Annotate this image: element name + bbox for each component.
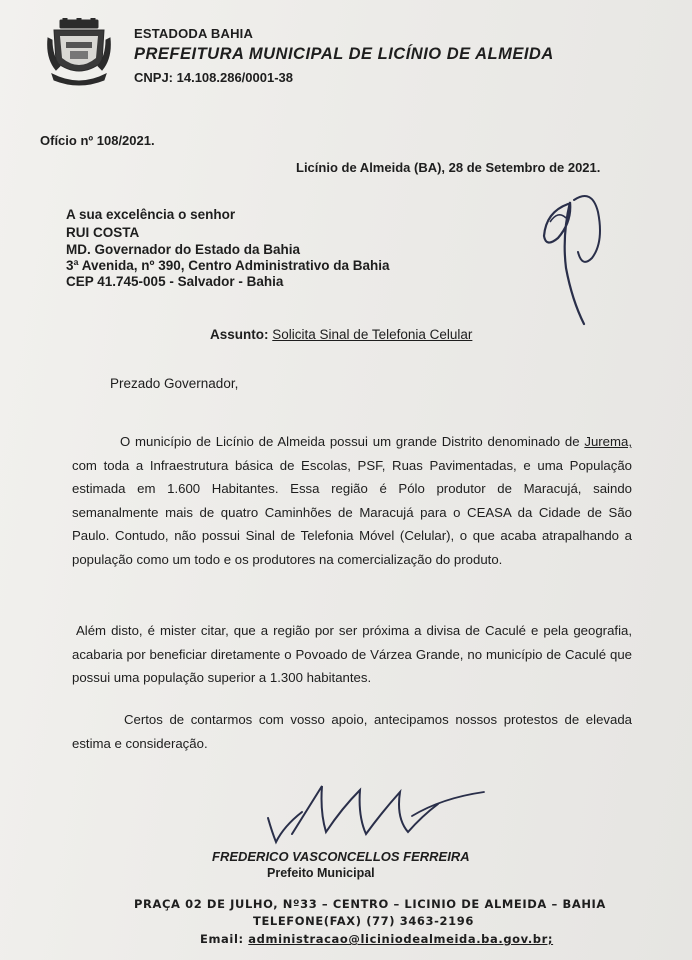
footer-phone: TELEFONE(FAX) (77) 3463-2196 (253, 914, 474, 928)
mayor-signature (262, 782, 492, 848)
initial-signature (520, 182, 630, 332)
place-date: Licínio de Almeida (BA), 28 de Setembro de 2021. (296, 160, 601, 175)
p3-text: Certos de contarmos com vosso apoio, antecipamos nossos protestos de elevada estima e consideração. (72, 712, 632, 751)
mayor-role: Prefeito Municipal (267, 866, 375, 880)
subject-text: Solicita Sinal de Telefonia Celular (272, 327, 473, 342)
recipient-address: 3ª Avenida, nº 390, Centro Administrativo da Bahia (66, 258, 390, 273)
oficio-number: Ofício nº 108/2021. (40, 133, 155, 148)
recipient-greeting: A sua excelência o senhor (66, 207, 236, 222)
email-link[interactable]: administracao@liciniodealmeida.ba.gov.br; (248, 932, 554, 946)
prefecture-title: PREFEITURA MUNICIPAL DE LICÍNIO DE ALMEIDA (134, 45, 554, 63)
district-name: Jurema, (584, 434, 632, 449)
body-paragraph-1 (72, 430, 632, 571)
state-name: ESTADODA BAHIA (134, 26, 254, 41)
mayor-name: FREDERICO VASCONCELLOS FERREIRA (212, 849, 470, 864)
subject-line (210, 327, 472, 342)
cnpj-number: CNPJ: 14.108.286/0001-38 (134, 70, 294, 85)
subject-label: Assunto: (210, 327, 269, 342)
municipal-crest-icon (46, 18, 112, 88)
footer-address: PRAÇA 02 DE JULHO, Nº33 – CENTRO – LICINIO DE ALMEIDA – BAHIA (134, 897, 606, 911)
body-paragraph-2 (72, 619, 632, 690)
body-paragraph-3 (72, 708, 632, 755)
email-label: Email: (200, 932, 244, 946)
footer-email-line (200, 932, 553, 946)
recipient-title: MD. Governador do Estado da Bahia (66, 242, 301, 257)
p1-start: O município de Licínio de Almeida possui um grande Distrito denominado de (120, 434, 585, 449)
p2-text: Além disto, é mister citar, que a região por ser próxima a divisa de Caculé e pela geografia, acabaria por beneficiar diretamente o Povoado de Várzea Grande, no município de Caculé que possui uma população superior a 1.300 habitantes. (72, 623, 632, 685)
salutation: Prezado Governador, (110, 376, 239, 391)
recipient-name: RUI COSTA (66, 225, 140, 240)
p1-end: com toda a Infraestrutura básica de Escolas, PSF, Ruas Pavimentadas, e uma População estimada em 1.600 Habitantes. Essa região é Pólo produtor de Maracujá, saindo semanalmente mais de quatro Caminhões de Maracujá para o CEASA da Cidade de São Paulo. Contudo, não possui Sinal de Telefonia Móvel (Celular), o que acaba atrapalhando a população como um todo e os produtores na comercialização do produto. (72, 457, 632, 567)
recipient-cep: CEP 41.745-005 - Salvador - Bahia (66, 274, 284, 289)
